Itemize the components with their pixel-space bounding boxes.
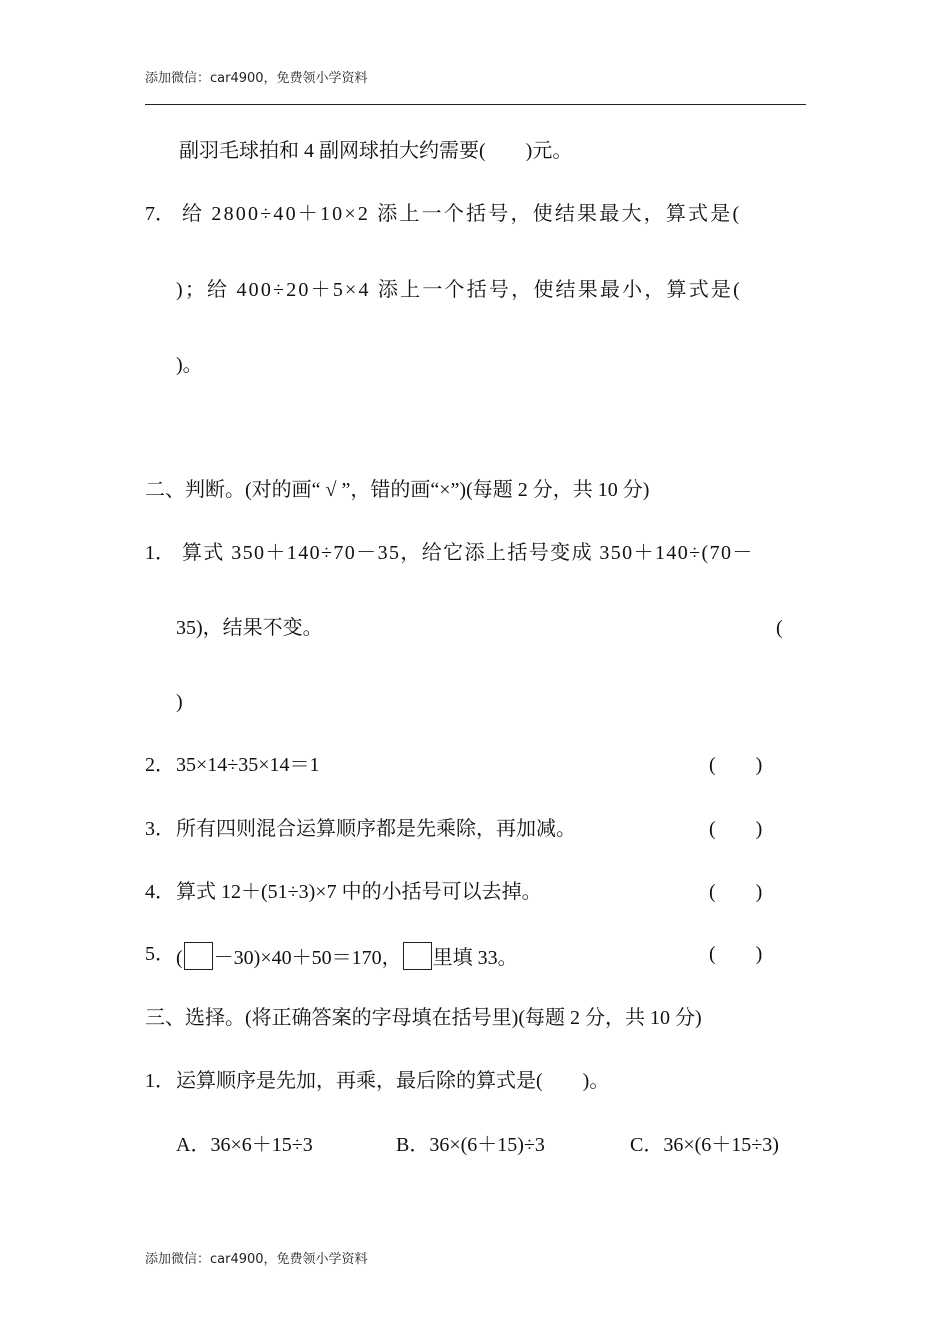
s2-q3-answer-blank[interactable]: ( ) — [709, 818, 763, 840]
question-7-number: 7． — [145, 203, 175, 225]
s2-q1-line-2: 35)，结果不变。 — [176, 617, 323, 639]
s3-q1-option-a[interactable] — [176, 1133, 313, 1157]
s2-q5-number: 5． — [145, 943, 175, 965]
section-2-title: 二、判断。(对的画“ √ ”，错的画“×”)(每题 2 分，共 10 分) — [145, 479, 650, 501]
s2-q4-number: 4． — [145, 881, 175, 903]
page-footer: 添加微信：car4900，免费领小学资料 — [145, 1252, 368, 1267]
question-6-continuation: 副羽毛球拍和 4 副网球拍大约需要( )元。 — [179, 140, 573, 162]
s2-q5-text — [176, 942, 518, 970]
s2-q2-number: 2． — [145, 754, 175, 776]
option-b-text: 36×(6＋15)÷3 — [429, 1134, 545, 1156]
blank-box-2[interactable] — [403, 942, 432, 970]
s2-q3-number: 3． — [145, 818, 175, 840]
page-header: 添加微信：car4900，免费领小学资料 — [145, 71, 368, 86]
s2-q4-answer-blank[interactable]: ( ) — [709, 881, 763, 903]
s2-q1-answer-close: ) — [176, 691, 183, 713]
question-7-line-2: )；给 400÷20＋5×4 添上一个括号，使结果最小，算式是( — [176, 279, 742, 301]
question-7-line-3: )。 — [176, 354, 203, 376]
section-3-title: 三、选择。(将正确答案的字母填在括号里)(每题 2 分，共 10 分) — [145, 1007, 702, 1029]
header-divider — [145, 104, 806, 105]
s3-q1-option-b[interactable] — [396, 1133, 545, 1157]
s2-q1-number: 1． — [145, 542, 175, 564]
option-c-label: C． — [630, 1134, 664, 1156]
s2-q1-answer-open: ( — [776, 617, 783, 639]
blank-box-1[interactable] — [184, 942, 213, 970]
s3-q1-option-c[interactable] — [630, 1133, 779, 1157]
s2-q3-text: 所有四则混合运算顺序都是先乘除，再加减。 — [176, 818, 576, 840]
s3-q1-number: 1． — [145, 1070, 175, 1092]
s3-q1-text: 运算顺序是先加，再乘，最后除的算式是( )。 — [176, 1070, 610, 1092]
s2-q5-instruction: 里填 33。 — [432, 947, 518, 969]
s2-q5-answer-blank[interactable]: ( ) — [709, 943, 763, 965]
s2-q1-line-1: 算式 350＋140÷70－35，给它添上括号变成 350＋140÷(70－ — [182, 542, 754, 564]
s2-q5-open-paren: ( — [176, 947, 183, 969]
option-c-text: 36×(6＋15÷3) — [663, 1134, 779, 1156]
option-b-label: B． — [396, 1134, 430, 1156]
option-a-text: 36×6＋15÷3 — [210, 1134, 313, 1156]
s2-q5-equation: －30)×40＋50＝170， — [213, 947, 402, 969]
s2-q2-text: 35×14÷35×14＝1 — [176, 754, 320, 776]
option-a-label: A． — [176, 1134, 211, 1156]
s2-q2-answer-blank[interactable]: ( ) — [709, 754, 763, 776]
question-7-line-1: 给 2800÷40＋10×2 添上一个括号，使结果最大，算式是( — [182, 203, 742, 225]
s2-q4-text: 算式 12＋(51÷3)×7 中的小括号可以去掉。 — [176, 881, 542, 903]
